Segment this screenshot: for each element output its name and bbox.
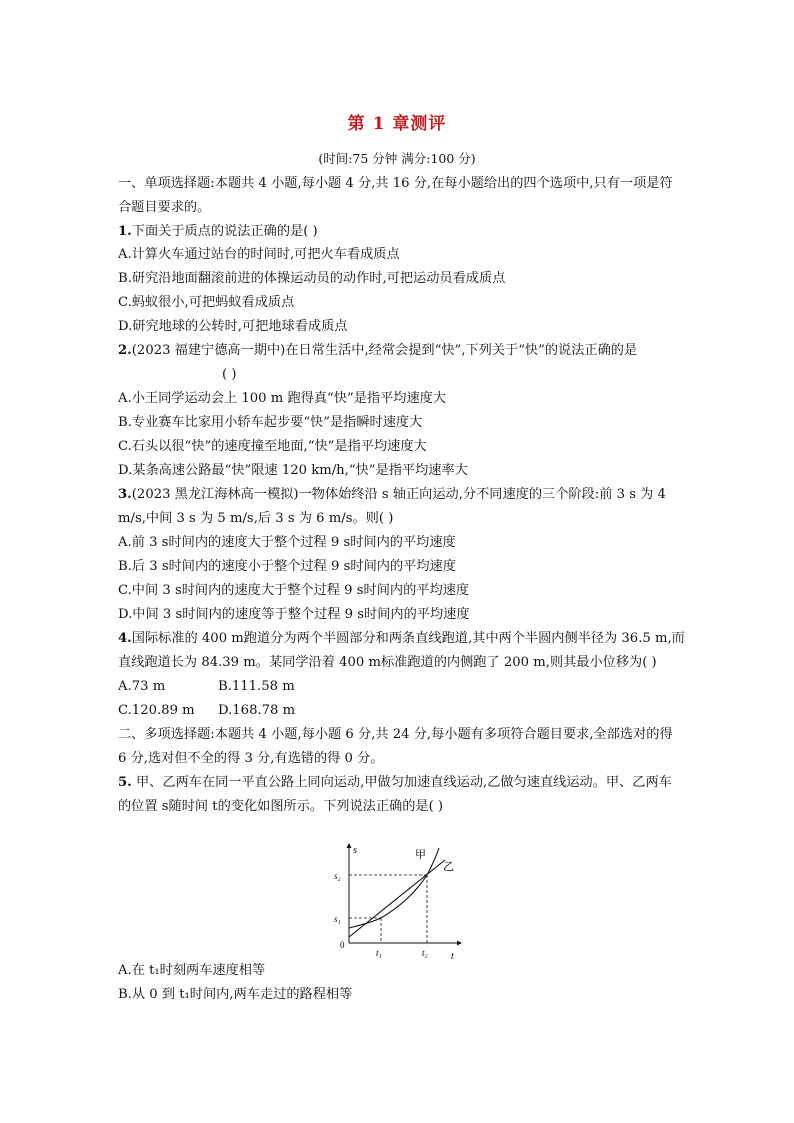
q3-option-b: B.后 3 s时间内的速度小于整个过程 9 s时间内的平均速度 <box>118 559 456 574</box>
series-jia-label: 甲 <box>415 848 426 861</box>
position-time-graph <box>333 842 463 964</box>
q1-option-d: D.研究地球的公转时,可把地球看成质点 <box>118 319 348 334</box>
q3-option-d: D.中间 3 s时间内的速度等于整个过程 9 s时间内的平均速度 <box>118 607 470 622</box>
question-5 <box>118 774 672 792</box>
question-number: 2. <box>118 343 132 358</box>
q2-option-a: A.小王同学运动会上 100 m 跑得真“快”是指平均速度大 <box>118 391 447 406</box>
t2-label: t₂ <box>422 948 428 958</box>
q2-option-c: C.石头以很“快”的速度撞至地面,“快”是指平均速度大 <box>118 439 427 454</box>
q1-option-b: B.研究沿地面翻滚前进的体操运动员的动作时,可把运动员看成质点 <box>118 271 506 286</box>
exam-info: (时间:75 分钟 满分:100 分) <box>318 151 476 166</box>
s2-label: s₂ <box>334 871 341 881</box>
q4-option-a: A.73 m <box>118 679 166 694</box>
question-5-cont: 的位置 s随时间 t的变化如图所示。下列说法正确的是( ) <box>118 799 444 814</box>
q5-option-a: A.在 t₁时刻两车速度相等 <box>118 963 266 978</box>
page-title: 第 1 章测评 <box>347 114 447 134</box>
origin-label: 0 <box>340 940 345 950</box>
question-number: 1. <box>118 224 132 239</box>
q4-option-b: B.111.58 m <box>218 679 295 694</box>
question-stem: (2023 福建宁德高一期中)在日常生活中,经常会提到“快”,下列关于“快”的说法正确的是 <box>131 343 638 358</box>
q1-option-a: A.计算火车通过站台的时间时,可把火车看成质点 <box>118 247 400 262</box>
s-axis-arrow <box>347 843 352 848</box>
question-1 <box>118 223 318 241</box>
question-stem: (2023 黑龙江海林高一模拟)一物体始终沿 s 轴正向运动,分不同速度的三个阶段:前 3 s 为 4 <box>131 487 666 502</box>
question-number: 4. <box>118 631 132 646</box>
q2-option-b: B.专业赛车比家用小轿车起步要“快”是指瞬时速度大 <box>118 415 423 430</box>
question-number: 3. <box>118 487 132 502</box>
t-axis-arrow <box>457 941 462 946</box>
question-stem: 下面关于质点的说法正确的是( ) <box>131 224 318 239</box>
section2-instructions-cont: 6 分,选对但不全的得 3 分,有选错的得 0 分。 <box>118 751 384 766</box>
q4-option-d: D.168.78 m <box>218 703 296 718</box>
q2-option-d: D.某条高速公路最“快”限速 120 km/h,“快”是指平均速率大 <box>118 463 468 478</box>
series-yi-line <box>349 860 445 937</box>
q3-option-c: C.中间 3 s时间内的速度大于整个过程 9 s时间内的平均速度 <box>118 583 470 598</box>
q5-option-b: B.从 0 到 t₁时间内,两车走过的路程相等 <box>118 987 353 1002</box>
section2-instructions: 二、多项选择题:本题共 4 小题,每小题 6 分,共 24 分,每小题有多项符合题目要求,全部选对的得 <box>118 727 673 742</box>
question-stem: 甲、乙两车在同一平直公路上同向运动,甲做匀加速直线运动,乙做匀速直线运动。甲、乙两车 <box>131 775 672 790</box>
question-4 <box>118 630 685 648</box>
question-4-cont: 直线跑道长为 84.39 m。某同学沿着 400 m标准跑道的内侧跑了 200 m,则其最小位移为( ) <box>118 655 657 670</box>
question-3-cont: m/s,中间 3 s 为 5 m/s,后 3 s 为 6 m/s。则( ) <box>118 511 394 526</box>
section1-instructions-cont: 合题目要求的。 <box>118 200 211 215</box>
q4-option-c: C.120.89 m <box>118 703 195 718</box>
q3-option-a: A.前 3 s时间内的速度大于整个过程 9 s时间内的平均速度 <box>118 535 456 550</box>
s1-label: s₁ <box>334 914 341 924</box>
section1-instructions: 一、单项选择题:本题共 4 小题,每小题 4 分,共 16 分,在每小题给出的四个选项中,只有一项是符 <box>118 176 673 191</box>
q2-answer-paren: ( ) <box>222 367 237 382</box>
t1-label: t₁ <box>376 948 382 958</box>
question-2 <box>118 342 637 360</box>
s-axis-label: s <box>353 845 357 856</box>
t-axis-label: t <box>451 951 454 962</box>
question-number: 5. <box>118 775 132 790</box>
question-3 <box>118 486 666 504</box>
q1-option-c: C.蚂蚁很小,可把蚂蚁看成质点 <box>118 295 295 310</box>
question-stem: 国际标准的 400 m跑道分为两个半圆部分和两条直线跑道,其中两个半圆内侧半径为 36.5 m,而 <box>131 631 685 646</box>
series-yi-label: 乙 <box>443 860 454 873</box>
